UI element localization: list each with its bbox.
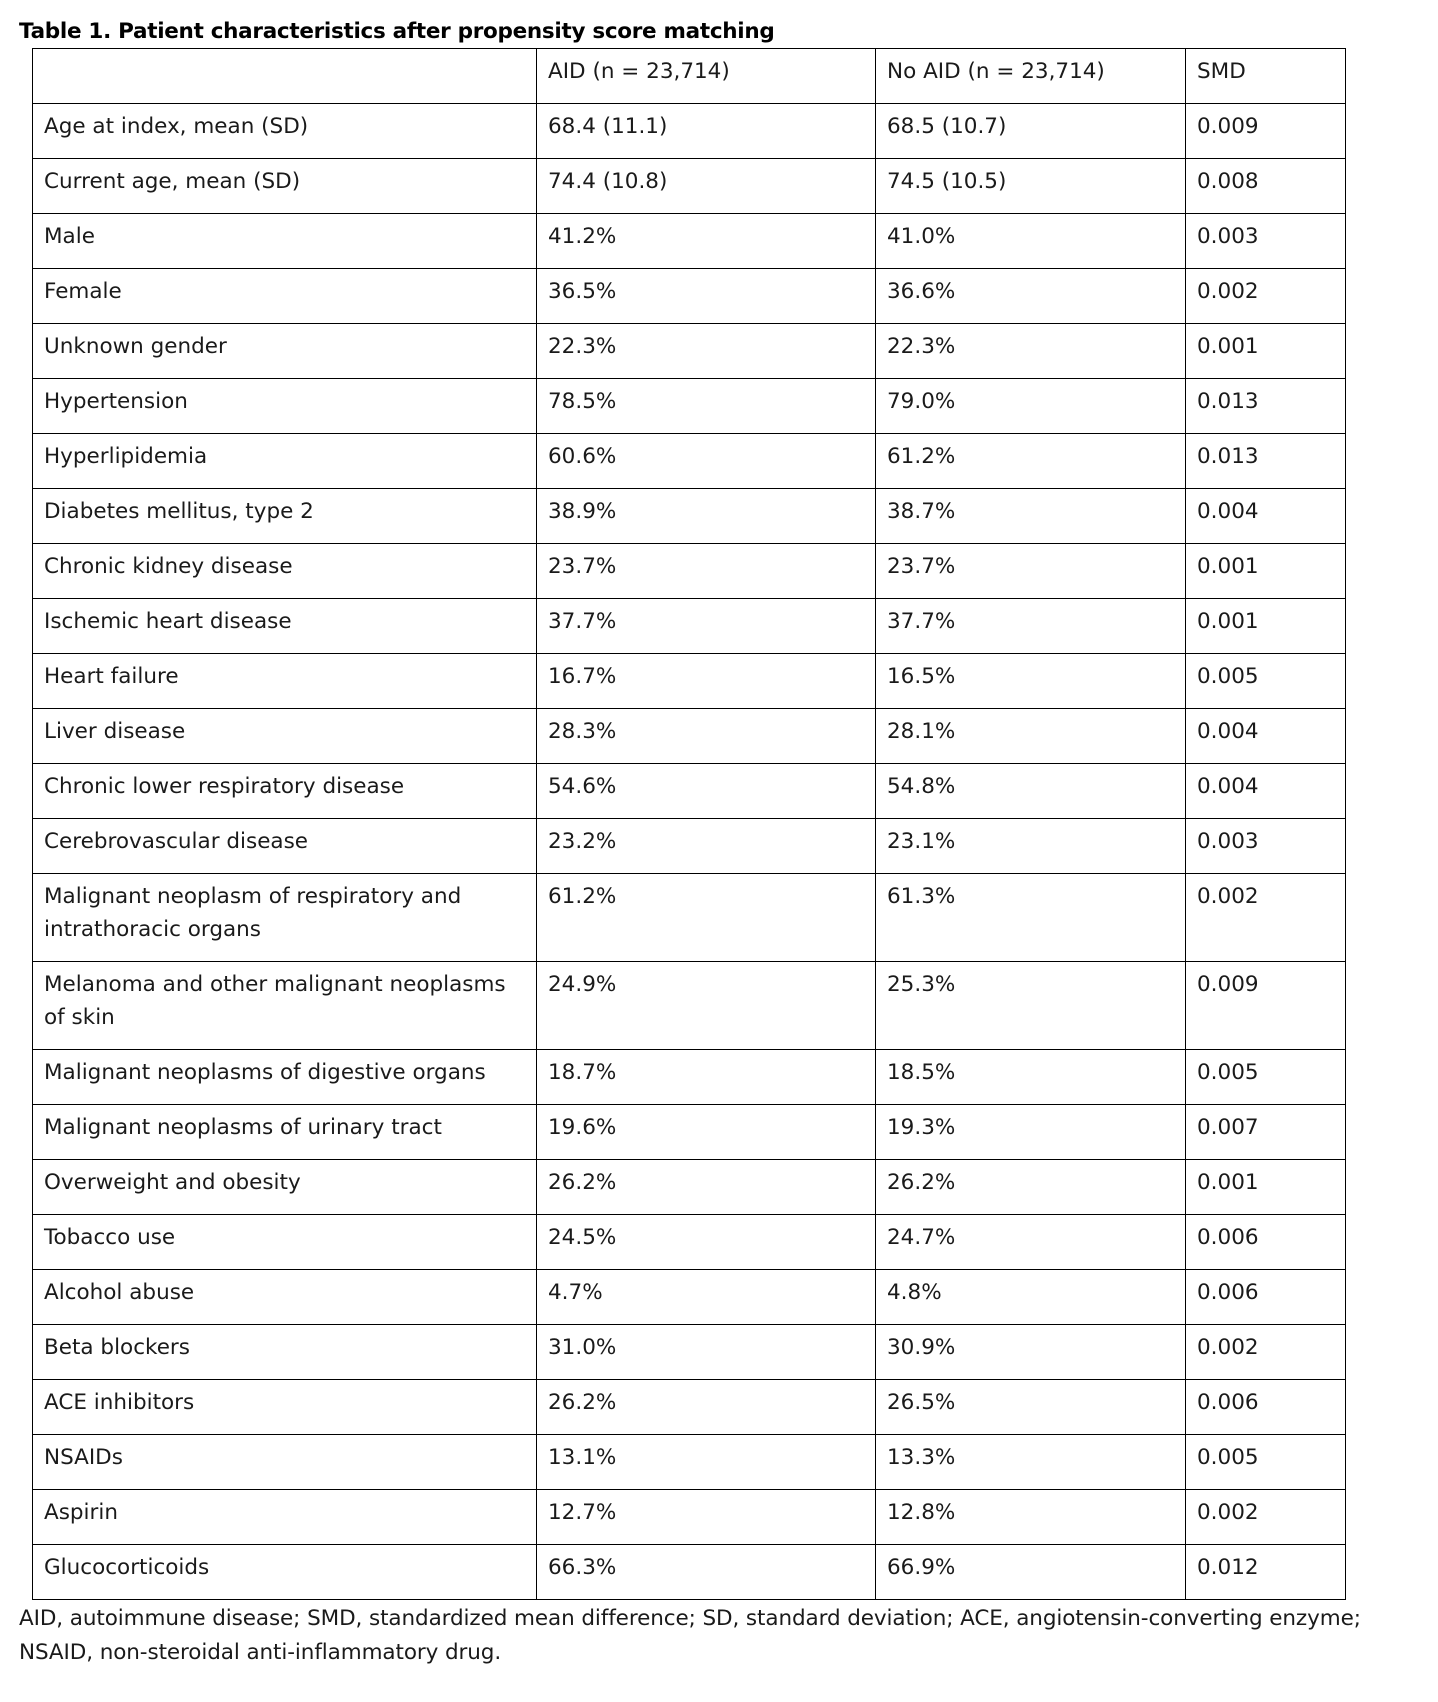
no-aid-value-cell: 41.0% bbox=[876, 214, 1186, 269]
aid-value-cell: 74.4 (10.8) bbox=[537, 159, 876, 214]
no-aid-value-cell: 68.5 (10.7) bbox=[876, 104, 1186, 159]
aid-value-cell: 24.9% bbox=[537, 962, 876, 1050]
smd-value-cell: 0.003 bbox=[1186, 819, 1346, 874]
smd-value-cell: 0.005 bbox=[1186, 1435, 1346, 1490]
table-row bbox=[33, 962, 1346, 1050]
row-label-cell: Ischemic heart disease bbox=[33, 599, 537, 654]
row-label-cell: Female bbox=[33, 269, 537, 324]
table-row bbox=[33, 1270, 1346, 1325]
row-label-cell: Liver disease bbox=[33, 709, 537, 764]
table-row bbox=[33, 489, 1346, 544]
header-cell-smd: SMD bbox=[1186, 49, 1346, 104]
smd-value-cell: 0.002 bbox=[1186, 1490, 1346, 1545]
row-label-cell: Beta blockers bbox=[33, 1325, 537, 1380]
row-label-cell: ACE inhibitors bbox=[33, 1380, 537, 1435]
row-label-cell: Malignant neoplasm of respiratory and intrathoracic organs bbox=[33, 874, 537, 962]
table-row bbox=[33, 654, 1346, 709]
smd-value-cell: 0.007 bbox=[1186, 1105, 1346, 1160]
smd-value-cell: 0.005 bbox=[1186, 654, 1346, 709]
smd-value-cell: 0.012 bbox=[1186, 1545, 1346, 1600]
row-label-cell: Diabetes mellitus, type 2 bbox=[33, 489, 537, 544]
row-label-cell: Heart failure bbox=[33, 654, 537, 709]
aid-value-cell: 26.2% bbox=[537, 1160, 876, 1215]
aid-value-cell: 37.7% bbox=[537, 599, 876, 654]
row-label-cell: Aspirin bbox=[33, 1490, 537, 1545]
no-aid-value-cell: 26.5% bbox=[876, 1380, 1186, 1435]
table-row bbox=[33, 1435, 1346, 1490]
no-aid-value-cell: 38.7% bbox=[876, 489, 1186, 544]
smd-value-cell: 0.002 bbox=[1186, 1325, 1346, 1380]
smd-value-cell: 0.004 bbox=[1186, 709, 1346, 764]
row-label-cell: Male bbox=[33, 214, 537, 269]
aid-value-cell: 12.7% bbox=[537, 1490, 876, 1545]
aid-value-cell: 13.1% bbox=[537, 1435, 876, 1490]
no-aid-value-cell: 36.6% bbox=[876, 269, 1186, 324]
table-row bbox=[33, 1050, 1346, 1105]
no-aid-value-cell: 16.5% bbox=[876, 654, 1186, 709]
table-row bbox=[33, 1545, 1346, 1600]
table-row bbox=[33, 709, 1346, 764]
table-row bbox=[33, 764, 1346, 819]
aid-value-cell: 23.2% bbox=[537, 819, 876, 874]
no-aid-value-cell: 12.8% bbox=[876, 1490, 1186, 1545]
no-aid-value-cell: 18.5% bbox=[876, 1050, 1186, 1105]
aid-value-cell: 31.0% bbox=[537, 1325, 876, 1380]
row-label-cell: Chronic lower respiratory disease bbox=[33, 764, 537, 819]
row-label-cell: Hypertension bbox=[33, 379, 537, 434]
aid-value-cell: 22.3% bbox=[537, 324, 876, 379]
table-row bbox=[33, 104, 1346, 159]
smd-value-cell: 0.001 bbox=[1186, 544, 1346, 599]
smd-value-cell: 0.001 bbox=[1186, 599, 1346, 654]
aid-value-cell: 18.7% bbox=[537, 1050, 876, 1105]
row-label-cell: Overweight and obesity bbox=[33, 1160, 537, 1215]
aid-value-cell: 16.7% bbox=[537, 654, 876, 709]
table-row bbox=[33, 1215, 1346, 1270]
smd-value-cell: 0.006 bbox=[1186, 1270, 1346, 1325]
aid-value-cell: 24.5% bbox=[537, 1215, 876, 1270]
no-aid-value-cell: 19.3% bbox=[876, 1105, 1186, 1160]
table-row bbox=[33, 434, 1346, 489]
table-row bbox=[33, 1380, 1346, 1435]
table-row bbox=[33, 159, 1346, 214]
smd-value-cell: 0.006 bbox=[1186, 1215, 1346, 1270]
table-row bbox=[33, 1105, 1346, 1160]
no-aid-value-cell: 61.3% bbox=[876, 874, 1186, 962]
aid-value-cell: 36.5% bbox=[537, 269, 876, 324]
smd-value-cell: 0.003 bbox=[1186, 214, 1346, 269]
header-row bbox=[33, 49, 1346, 104]
aid-value-cell: 4.7% bbox=[537, 1270, 876, 1325]
table-caption: Table 1. Patient characteristics after propensity score matching bbox=[19, 19, 775, 44]
row-label-cell: NSAIDs bbox=[33, 1435, 537, 1490]
table-row bbox=[33, 544, 1346, 599]
aid-value-cell: 54.6% bbox=[537, 764, 876, 819]
row-label-cell: Malignant neoplasms of digestive organs bbox=[33, 1050, 537, 1105]
header-cell-no-aid: No AID (n = 23,714) bbox=[876, 49, 1186, 104]
no-aid-value-cell: 37.7% bbox=[876, 599, 1186, 654]
no-aid-value-cell: 26.2% bbox=[876, 1160, 1186, 1215]
smd-value-cell: 0.013 bbox=[1186, 434, 1346, 489]
aid-value-cell: 19.6% bbox=[537, 1105, 876, 1160]
table-row bbox=[33, 1490, 1346, 1545]
smd-value-cell: 0.009 bbox=[1186, 962, 1346, 1050]
row-label-cell: Melanoma and other malignant neoplasms of skin bbox=[33, 962, 537, 1050]
table-row bbox=[33, 214, 1346, 269]
no-aid-value-cell: 74.5 (10.5) bbox=[876, 159, 1186, 214]
table-row bbox=[33, 269, 1346, 324]
row-label-cell: Glucocorticoids bbox=[33, 1545, 537, 1600]
no-aid-value-cell: 25.3% bbox=[876, 962, 1186, 1050]
aid-value-cell: 38.9% bbox=[537, 489, 876, 544]
row-label-cell: Unknown gender bbox=[33, 324, 537, 379]
no-aid-value-cell: 54.8% bbox=[876, 764, 1186, 819]
no-aid-value-cell: 30.9% bbox=[876, 1325, 1186, 1380]
patient-characteristics-table bbox=[32, 48, 1346, 1600]
aid-value-cell: 41.2% bbox=[537, 214, 876, 269]
smd-value-cell: 0.002 bbox=[1186, 269, 1346, 324]
no-aid-value-cell: 61.2% bbox=[876, 434, 1186, 489]
table-row bbox=[33, 819, 1346, 874]
no-aid-value-cell: 24.7% bbox=[876, 1215, 1186, 1270]
smd-value-cell: 0.002 bbox=[1186, 874, 1346, 962]
aid-value-cell: 23.7% bbox=[537, 544, 876, 599]
row-label-cell: Hyperlipidemia bbox=[33, 434, 537, 489]
smd-value-cell: 0.013 bbox=[1186, 379, 1346, 434]
table-row bbox=[33, 379, 1346, 434]
row-label-cell: Malignant neoplasms of urinary tract bbox=[33, 1105, 537, 1160]
smd-value-cell: 0.006 bbox=[1186, 1380, 1346, 1435]
no-aid-value-cell: 66.9% bbox=[876, 1545, 1186, 1600]
smd-value-cell: 0.009 bbox=[1186, 104, 1346, 159]
no-aid-value-cell: 13.3% bbox=[876, 1435, 1186, 1490]
table-row bbox=[33, 599, 1346, 654]
no-aid-value-cell: 23.1% bbox=[876, 819, 1186, 874]
aid-value-cell: 60.6% bbox=[537, 434, 876, 489]
header-cell-aid: AID (n = 23,714) bbox=[537, 49, 876, 104]
row-label-cell: Age at index, mean (SD) bbox=[33, 104, 537, 159]
row-label-cell: Tobacco use bbox=[33, 1215, 537, 1270]
aid-value-cell: 66.3% bbox=[537, 1545, 876, 1600]
smd-value-cell: 0.004 bbox=[1186, 764, 1346, 819]
header-cell-empty bbox=[33, 49, 537, 104]
no-aid-value-cell: 4.8% bbox=[876, 1270, 1186, 1325]
row-label-cell: Cerebrovascular disease bbox=[33, 819, 537, 874]
aid-value-cell: 61.2% bbox=[537, 874, 876, 962]
aid-value-cell: 68.4 (11.1) bbox=[537, 104, 876, 159]
no-aid-value-cell: 79.0% bbox=[876, 379, 1186, 434]
no-aid-value-cell: 28.1% bbox=[876, 709, 1186, 764]
smd-value-cell: 0.001 bbox=[1186, 324, 1346, 379]
row-label-cell: Chronic kidney disease bbox=[33, 544, 537, 599]
smd-value-cell: 0.001 bbox=[1186, 1160, 1346, 1215]
row-label-cell: Current age, mean (SD) bbox=[33, 159, 537, 214]
table-footnote: AID, autoimmune disease; SMD, standardized mean difference; SD, standard deviation; ACE, angiotensin-converting enzyme; NSAID, non-steroidal anti-inflammatory drug. bbox=[19, 1606, 1361, 1665]
table-row bbox=[33, 874, 1346, 962]
aid-value-cell: 26.2% bbox=[537, 1380, 876, 1435]
no-aid-value-cell: 22.3% bbox=[876, 324, 1186, 379]
table-row bbox=[33, 324, 1346, 379]
table-row bbox=[33, 1160, 1346, 1215]
row-label-cell: Alcohol abuse bbox=[33, 1270, 537, 1325]
table-row bbox=[33, 1325, 1346, 1380]
smd-value-cell: 0.005 bbox=[1186, 1050, 1346, 1105]
smd-value-cell: 0.004 bbox=[1186, 489, 1346, 544]
aid-value-cell: 78.5% bbox=[537, 379, 876, 434]
aid-value-cell: 28.3% bbox=[537, 709, 876, 764]
smd-value-cell: 0.008 bbox=[1186, 159, 1346, 214]
no-aid-value-cell: 23.7% bbox=[876, 544, 1186, 599]
